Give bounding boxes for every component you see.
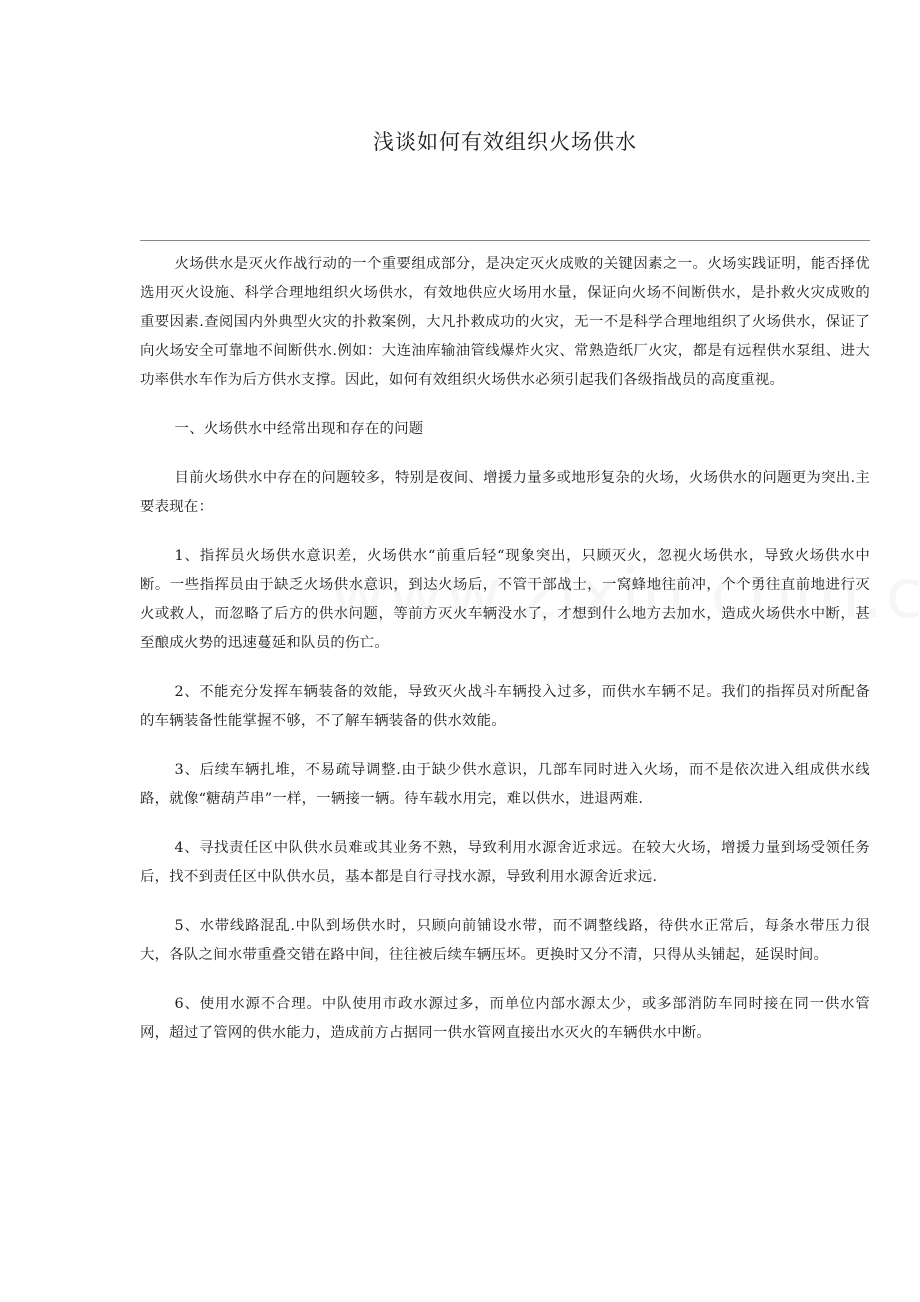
problem-item-6: 6、使用水源不合理。中队使用市政水源过多，而单位内部水源太少，或多部消防车同时接在同一供水管网，超过了管网的供水能力，造成前方占据同一供水管网直接出水灭火的车辆供水中断。 bbox=[140, 996, 870, 1041]
title-divider bbox=[140, 240, 870, 241]
document-body bbox=[140, 250, 870, 1048]
page-title: 浅谈如何有效组织火场供水 bbox=[373, 130, 637, 154]
problem-item-4: 4、寻找责任区中队供水员难或其业务不熟，导致利用水源舍近求远。在较大火场，增援力量到场受领任务后，找不到责任区中队供水员，基本都是自行寻找水源，导致利用水源舍近求远. bbox=[140, 840, 870, 885]
section-intro-paragraph: 目前火场供水中存在的问题较多，特别是夜间、增援力量多或地形复杂的火场，火场供水的问题更为突出.主要表现在： bbox=[140, 470, 870, 515]
section-heading: 一、火场供水中经常出现和存在的问题 bbox=[174, 421, 424, 437]
problem-item-2: 2、不能充分发挥车辆装备的效能，导致灭火战斗车辆投入过多，而供水车辆不足。我们的指挥员对所配备的车辆装备性能掌握不够，不了解车辆装备的供水效能。 bbox=[140, 684, 870, 729]
intro-paragraph: 火场供水是灭火作战行动的一个重要组成部分，是决定灭火成败的关键因素之一。火场实践证明，能否择优选用灭火设施、科学合理地组织火场供水，有效地供应火场用水量，保证向火场不间断供水，是扑救火灾成败的重要因素.查阅国内外典型火灾的扑救案例，大凡扑救成功的火灾，无一不是科学合理地组织了火场供水，保证了向火场安全可靠地不间断供水.例如：大连油库输油管线爆炸火灾、常熟造纸厂火灾，都是有远程供水泵组、进大功率供水车作为后方供水支撑。因此，如何有效组织火场供水必须引起我们各级指战员的高度重视。 bbox=[140, 256, 870, 388]
problem-item-1: 1、指挥员火场供水意识差，火场供水“前重后轻“现象突出，只顾灭火，忽视火场供水，导致火场供水中断。一些指挥员由于缺乏火场供水意识，到达火场后，不管干部战士，一窝蜂地往前冲，个个勇往直前地进行灭火或救人，而忽略了后方的供水问题，等前方灭火车辆没水了，才想到什么地方去加水，造成火场供水中断，甚至酿成火势的迅速蔓延和队员的伤亡。 bbox=[140, 548, 870, 651]
problem-item-3: 3、后续车辆扎堆，不易疏导调整.由于缺少供水意识，几部车同时进入火场，而不是依次进入组成供水线路，就像“糖葫芦串”一样，一辆接一辆。待车载水用完，难以供水，进退两难. bbox=[140, 762, 870, 807]
problem-item-5: 5、水带线路混乱.中队到场供水时，只顾向前铺设水带，而不调整线路，待供水正常后，每条水带压力很大，各队之间水带重叠交错在路中间，往往被后续车辆压坏。更换时又分不清，只得从头铺起，延误时间。 bbox=[140, 918, 870, 963]
